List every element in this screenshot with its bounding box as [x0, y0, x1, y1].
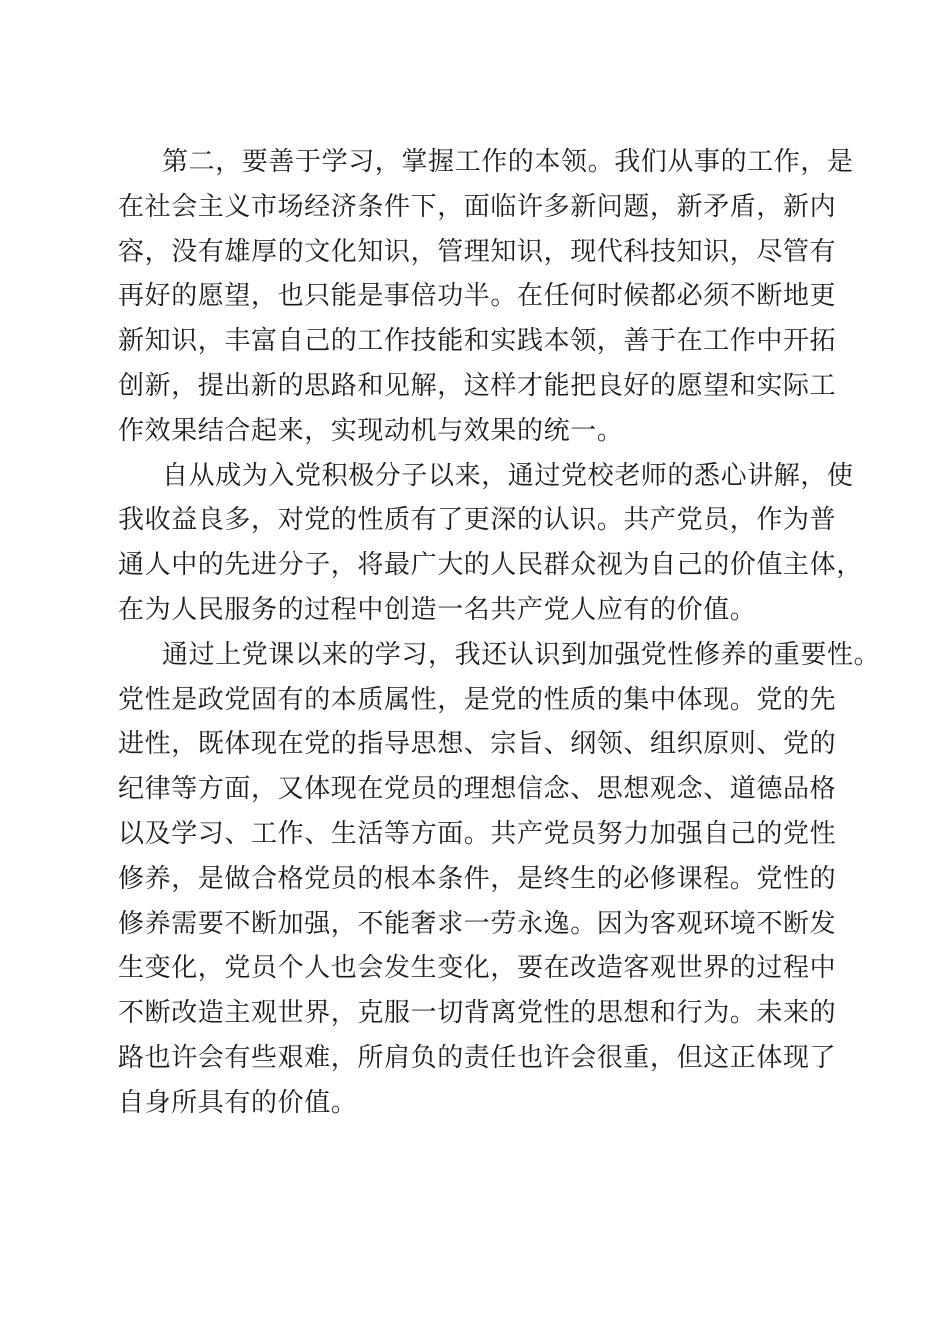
paragraph-line: 纪律等方面，又体现在党员的理想信念、思想观念、道德品格 [118, 774, 837, 805]
paragraph-line: 不断改造主观世界，克服一切背离党性的思想和行为。未来的 [118, 998, 837, 1029]
paragraph-line: 容，没有雄厚的文化知识，管理知识，现代科技知识，尽管有 [118, 236, 837, 267]
paragraph-line: 自身所具有的价值。 [118, 1087, 358, 1118]
paragraph-line: 创新，提出新的思路和见解，这样才能把良好的愿望和实际工 [118, 370, 837, 401]
paragraph-1 [118, 140, 854, 454]
paragraph-line: 新知识，丰富自己的工作技能和实践本领，善于在工作中开拓 [118, 326, 837, 357]
paragraph-line: 以及学习、工作、生活等方面。共产党员努力加强自己的党性 [118, 818, 837, 849]
paragraph-line: 作效果结合起来，实现动机与效果的统一。 [118, 415, 624, 446]
paragraph-line: 第二，要善于学习，掌握工作的本领。我们从事的工作，是 [162, 147, 854, 177]
paragraph-line: 修养，是做合格党员的根本条件，是终生的必修课程。党性的 [118, 863, 837, 894]
document-body [118, 140, 881, 1126]
paragraph-2 [118, 454, 863, 633]
paragraph-line: 自从成为入党积极分子以来，通过党校老师的悉心讲解，使 [162, 460, 854, 491]
paragraph-line: 进性，既体现在党的指导思想、宗旨、纲领、组织原则、党的 [118, 729, 837, 760]
paragraph-line: 路也许会有些艰难，所肩负的责任也许会很重，但这正体现了 [118, 1042, 837, 1073]
paragraph-line: 通过上党课以来的学习，我还认识到加强党性修养的重要性。 [162, 639, 881, 670]
paragraph-line: 在为人民服务的过程中创造一名共产党人应有的价值。 [118, 594, 757, 625]
paragraph-line: 党性是政党固有的本质属性，是党的性质的集中体现。党的先 [118, 684, 837, 715]
paragraph-line: 我收益良多，对党的性质有了更深的认识。共产党员，作为普 [118, 505, 837, 536]
paragraph-line: 在社会主义市场经济条件下，面临许多新问题，新矛盾，新内 [118, 191, 837, 222]
paragraph-3 [118, 633, 881, 1126]
paragraph-line: 通人中的先进分子，将最广大的人民群众视为自己的价值主体， [118, 550, 863, 581]
paragraph-line: 再好的愿望，也只能是事倍功半。在任何时候都必须不断地更 [118, 281, 837, 312]
paragraph-line: 生变化，党员个人也会发生变化，要在改造客观世界的过程中 [118, 953, 837, 984]
paragraph-line: 修养需要不断加强，不能奢求一劳永逸。因为客观环境不断发 [118, 908, 837, 939]
